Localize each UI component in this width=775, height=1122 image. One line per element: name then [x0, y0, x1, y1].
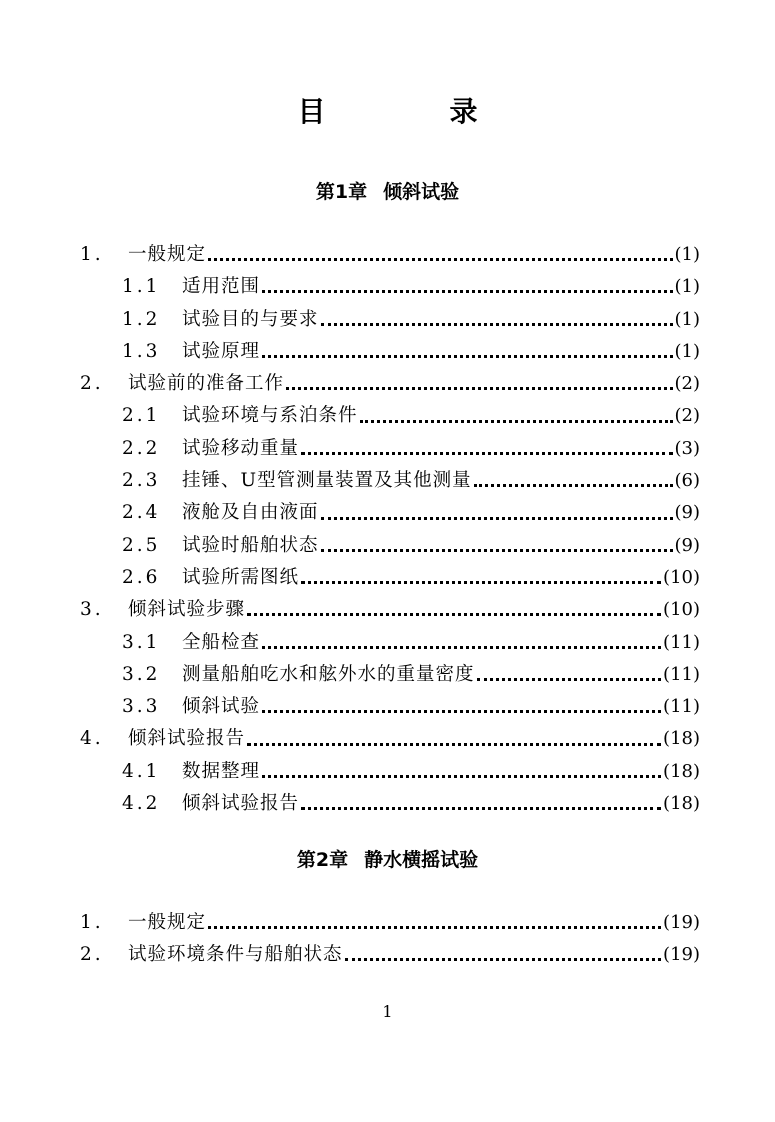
entry-number: 2. — [80, 373, 104, 395]
entry-page: (1) — [674, 276, 700, 298]
entry-label: 试验前的准备工作 — [128, 373, 285, 395]
dot-leader — [321, 536, 673, 556]
entry-number: 3.3 — [122, 696, 161, 718]
dot-leader — [262, 342, 672, 362]
entry-page: (19) — [663, 912, 700, 933]
dot-leader — [208, 913, 661, 933]
dot-leader — [345, 945, 662, 965]
toc-title: 目 录 — [297, 95, 526, 128]
entry-number: 4.2 — [122, 793, 161, 815]
entry-page: (3) — [674, 437, 700, 459]
entry-label: 全船检查 — [182, 631, 261, 653]
dot-leader — [474, 471, 673, 491]
toc-entry[interactable] — [80, 304, 700, 336]
entry-number: 4. — [80, 728, 104, 750]
chapter-1-heading — [0, 178, 775, 206]
toc-entry[interactable] — [80, 433, 700, 465]
dot-leader — [301, 439, 672, 459]
toc-entry[interactable] — [80, 336, 700, 368]
chapter-2-toc-list — [80, 907, 700, 972]
entry-label: 液舱及自由液面 — [182, 502, 319, 524]
entry-label: 挂锤、U型管测量装置及其他测量 — [182, 470, 472, 492]
toc-entry[interactable] — [80, 368, 700, 400]
entry-number: 2.2 — [122, 437, 161, 459]
dot-leader — [321, 310, 673, 330]
entry-label: 倾斜试验报告 — [182, 793, 300, 815]
entry-label: 倾斜试验步骤 — [128, 599, 246, 621]
entry-page: (6) — [674, 470, 700, 492]
toc-entry[interactable] — [80, 691, 700, 723]
entry-page: (11) — [663, 631, 700, 653]
entry-page: (18) — [663, 760, 700, 782]
toc-entry[interactable] — [80, 497, 700, 529]
entry-page: (18) — [663, 793, 700, 815]
entry-number: 1.2 — [122, 308, 161, 330]
dot-leader — [208, 245, 672, 265]
entry-label: 一般规定 — [128, 912, 207, 933]
entry-label: 倾斜试验 — [182, 696, 261, 718]
dot-leader — [262, 633, 661, 653]
dot-leader — [262, 277, 672, 297]
entry-number: 1.1 — [122, 276, 161, 298]
entry-label: 试验目的与要求 — [182, 308, 319, 330]
toc-entry[interactable] — [80, 594, 700, 626]
dot-leader — [360, 407, 673, 427]
entry-label: 试验移动重量 — [182, 437, 300, 459]
entry-number: 3.2 — [122, 663, 161, 685]
entry-label: 试验所需图纸 — [182, 566, 300, 588]
chapter-number: 第2章 — [296, 849, 349, 871]
page-number: 1 — [382, 1002, 393, 1021]
chapter-title: 倾斜试验 — [383, 181, 460, 203]
entry-label: 数据整理 — [182, 760, 261, 782]
toc-entry[interactable] — [80, 627, 700, 659]
entry-page: (9) — [674, 534, 700, 556]
toc-entry[interactable] — [80, 756, 700, 788]
entry-number: 2. — [80, 944, 104, 966]
dot-leader — [321, 504, 673, 524]
entry-page: (11) — [663, 696, 700, 718]
entry-number: 2.4 — [122, 502, 161, 524]
chapter-2-heading — [0, 846, 775, 874]
entry-label: 试验原理 — [182, 340, 261, 362]
entry-page: (11) — [663, 663, 700, 685]
entry-page: (9) — [674, 502, 700, 524]
toc-entry[interactable] — [80, 465, 700, 497]
entry-label: 倾斜试验报告 — [128, 728, 246, 750]
entry-number: 2.6 — [122, 566, 161, 588]
toc-entry[interactable] — [80, 562, 700, 594]
toc-entry[interactable] — [80, 239, 700, 271]
entry-page: (1) — [674, 308, 700, 330]
dot-leader — [286, 374, 672, 394]
dot-leader — [247, 600, 661, 620]
entry-number: 2.3 — [122, 470, 161, 492]
chapter-number: 第1章 — [315, 181, 368, 203]
entry-label: 试验环境条件与船舶状态 — [128, 944, 343, 966]
toc-entry[interactable] — [80, 271, 700, 303]
entry-number: 1.3 — [122, 340, 161, 362]
entry-page: (18) — [663, 728, 700, 750]
entry-number: 3.1 — [122, 631, 161, 653]
entry-page: (2) — [674, 405, 700, 427]
entry-number: 1. — [80, 912, 104, 933]
dot-leader — [262, 697, 661, 717]
entry-page: (1) — [674, 244, 700, 265]
dot-leader — [301, 568, 661, 588]
entry-label: 试验时船舶状态 — [182, 534, 319, 556]
entry-number: 2.5 — [122, 534, 161, 556]
dot-leader — [247, 730, 661, 750]
entry-label: 适用范围 — [182, 276, 261, 298]
entry-page: (10) — [663, 599, 700, 621]
toc-entry[interactable] — [80, 723, 700, 755]
entry-page: (2) — [674, 373, 700, 395]
entry-label: 一般规定 — [128, 244, 207, 265]
entry-label: 测量船舶吃水和舷外水的重量密度 — [182, 663, 475, 685]
entry-number: 2.1 — [122, 405, 161, 427]
toc-entry[interactable] — [80, 939, 700, 971]
dot-leader — [262, 762, 661, 782]
entry-page: (19) — [663, 944, 700, 966]
toc-entry[interactable] — [80, 400, 700, 432]
toc-entry[interactable] — [80, 788, 700, 820]
entry-page: (1) — [674, 340, 700, 362]
chapter-1-toc-list — [80, 239, 700, 820]
dot-leader — [477, 665, 662, 685]
entry-number: 1. — [80, 244, 104, 265]
chapter-title: 静水横摇试验 — [364, 849, 479, 871]
toc-entry[interactable] — [80, 659, 700, 691]
entry-number: 4.1 — [122, 760, 161, 782]
entry-label: 试验环境与系泊条件 — [182, 405, 358, 427]
toc-entry[interactable] — [80, 530, 700, 562]
entry-number: 3. — [80, 599, 104, 621]
toc-entry[interactable] — [80, 907, 700, 939]
dot-leader — [301, 794, 661, 814]
entry-page: (10) — [663, 566, 700, 588]
